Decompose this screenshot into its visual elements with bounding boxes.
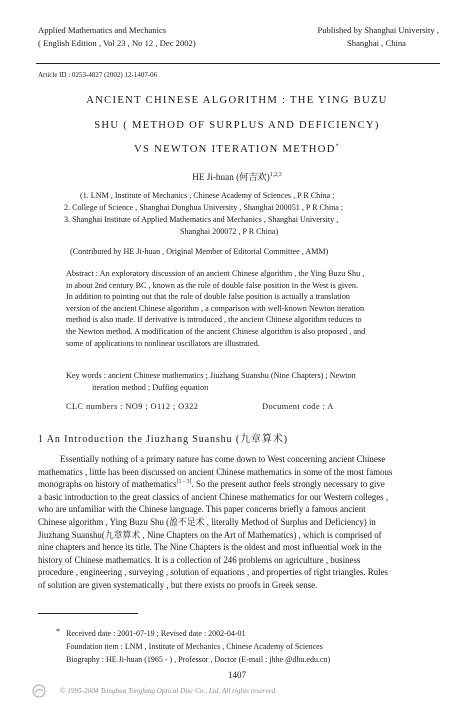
clc-numbers: CLC numbers : NO9 ; O112 ; O322: [66, 402, 199, 411]
abstract-line: method is also made. If derivative is introduced , the ancient Chinese algorithm reduces to: [66, 315, 362, 325]
title-line-2: SHU ( METHOD OF SURPLUS AND DEFICIENCY): [94, 120, 380, 131]
footnote-foundation: Foundation item : LNM , Institute of Mechanics , Chinese Academy of Sciences: [66, 642, 323, 651]
body-line: procedure , engineering , surveying , solution of equations , and properties of right triangles. Rules: [38, 567, 388, 578]
body-line: Jiuzhang Suanshu(九章算术 , Nine Chapters on the Art of Mathematics) , which is comprised of: [38, 529, 382, 540]
article-id: Article ID : 0253-4827 (2002) 12-1407-06: [38, 71, 158, 79]
affiliation-2: 2. College of Science , Shanghai Donghua University , Shanghai 200051 , P R China ;: [64, 203, 344, 212]
document-code: Document code : A: [262, 402, 334, 411]
affiliation-3: 3. Shanghai Institute of Applied Mathematics and Mechanics , Shanghai University ,: [64, 215, 339, 224]
keywords-line: Key words : ancient Chinese mathematics ; Jiuzhang Suanshu (Nine Chapters) ; Newton: [66, 371, 356, 380]
body-line: who are unfamiliar with the Chinese language. This paper concerns briefly a famous ancient: [38, 504, 366, 515]
abstract-line: In addition to pointing out that the rule of double false position is actually a translation: [66, 292, 351, 302]
abstract-line: version of the ancient Chinese algorithm , a comparison with well-known Newton iteration: [66, 303, 365, 313]
body-line: mathematics , little has been discussed on ancient Chinese mathematics in some of the most famous: [38, 466, 393, 477]
body-line: nine chapters and hence its title. The Nine Chapters is the oldest and most influential work in the: [38, 542, 382, 553]
body-line: Essentially nothing of a primary nature has come down to West concerning ancient Chinese: [60, 454, 386, 464]
footnote-biography: Biography : HE Ji-huan (1965 - ) , Professor , Doctor (E-mail : jhhe @dhu.edu.cn): [66, 655, 331, 664]
author-name: HE Ji-huan (何吉欢): [192, 172, 270, 182]
body-line: of solution are given systematically , but there exists no proofs in Greek sense.: [38, 579, 318, 590]
abstract-line: Abstract : An exploratory discussion of an ancient Chinese algorithm , the Ying Buzu Shu ,: [66, 269, 365, 278]
footnote-rule: [38, 613, 138, 614]
body-line: history of Chinese mathematics. It is a collection of 246 problems on agriculture , business: [38, 554, 361, 565]
publisher-line: Published by Shanghai University ,: [317, 25, 439, 35]
page-number: 1407: [228, 670, 246, 680]
body-text: . So the present author feels strongly necessary to give: [191, 479, 385, 490]
abstract-line: the Newton method. A modification of the ancient Chinese algorithm is also proposed , and: [66, 326, 366, 336]
author-affil-sup: 1,2,3: [269, 171, 282, 178]
keywords-line: iteration method ; Duffing equation: [92, 382, 209, 392]
title-line-1: ANCIENT CHINESE ALGORITHM : THE YING BUZU: [86, 95, 388, 106]
abstract-line: in about 2nd century BC , known as the rule of double false position in the West is given.: [66, 280, 359, 290]
keywords: [66, 370, 411, 393]
affiliation-3-cont: Shanghai 200072 , P R China): [180, 227, 279, 236]
body-line: a basic introduction to the great classics of ancient Chinese mathematics for our Western colleges ,: [38, 491, 389, 502]
footnote-marker: *: [56, 627, 60, 636]
header-rule: [36, 63, 440, 64]
contributed-by: (Contributed by HE Ji-huan , Original Member of Editorial Committee , AMM): [70, 247, 329, 256]
citation: [1 - 3]: [176, 479, 192, 486]
body-text: monographs on history of mathematics: [38, 479, 177, 490]
section-heading: 1 An Introduction the Jiuzhang Suanshu (九章算术): [38, 434, 288, 445]
logo-icon: [32, 684, 46, 698]
author: [0, 169, 474, 183]
body-line: [38, 478, 440, 491]
affiliation-1: (1. LNM , Institute of Mechanics , Chinese Academy of Sciences , P R China ;: [80, 191, 335, 200]
abstract: [66, 268, 411, 349]
journal-issue: ( English Edition , Vol 23 , No 12 , Dec 2002): [38, 38, 196, 48]
title-footnote-mark: *: [335, 143, 340, 150]
footnote-received: Received date : 2001-07-19 ; Revised date : 2002-04-01: [66, 629, 246, 638]
journal-name: Applied Mathematics and Mechanics: [38, 25, 167, 35]
title-line-3-text: VS NEWTON ITERATION METHOD: [134, 144, 336, 155]
publisher-location: Shanghai , China: [347, 38, 406, 48]
title-line-3: [0, 144, 474, 155]
body-line: Chinese algorithm , Ying Buzu Shu (盈不足术 , literally Method of Surplus and Deficiency) in: [38, 516, 376, 527]
body-paragraph: [38, 453, 440, 592]
abstract-line: some of applications to nonlinear oscillators are illustrated.: [66, 338, 260, 348]
copyright-watermark: © 1995-2004 Tsinghua Tongfang Optical Disc Co., Ltd. All rights reserved.: [60, 687, 277, 695]
